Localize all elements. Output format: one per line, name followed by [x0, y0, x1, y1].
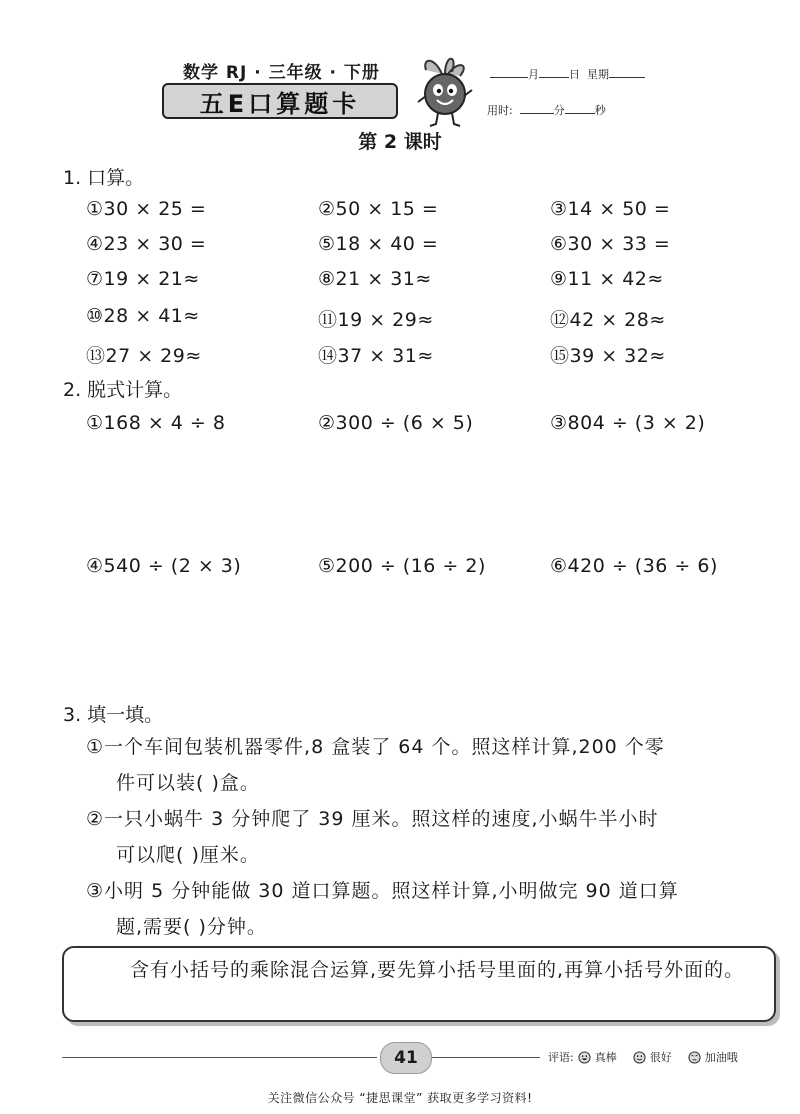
oral-problem: ⑪19 × 29≈	[318, 309, 434, 331]
oral-problem: ⑬27 × 29≈	[86, 345, 202, 367]
oral-problem: ④23 × 30 =	[86, 233, 207, 255]
lesson-title: 第 2 课时	[358, 131, 442, 153]
section3-heading: 3. 填一填。	[63, 704, 164, 726]
oral-problem: ①30 × 25 =	[86, 198, 207, 220]
stepwise-problem: ⑤200 ÷ (16 ÷ 2)	[318, 555, 486, 577]
laughing-face-icon[interactable]	[578, 1051, 591, 1064]
second-blank[interactable]	[565, 103, 595, 114]
fill-in-question: ②一只小蜗牛 3 分钟爬了 39 厘米。照这样的速度,小蜗牛半小时 可以爬( )厘米。	[86, 808, 659, 866]
oral-problem: ⑫42 × 28≈	[550, 309, 666, 331]
oral-problem: ⑥30 × 33 =	[550, 233, 671, 255]
footer-note: 关注微信公众号 “捷思课堂” 获取更多学习资料!	[267, 1091, 533, 1105]
weekday-blank[interactable]	[609, 67, 645, 78]
section1-heading: 1. 口算。	[63, 167, 145, 189]
oral-problem: ⑤18 × 40 =	[318, 233, 439, 255]
stepwise-problem: ④540 ÷ (2 × 3)	[86, 555, 242, 577]
oral-problem: ⑩28 × 41≈	[86, 305, 200, 327]
oral-problem: ⑭37 × 31≈	[318, 345, 434, 367]
time-fields: 用时: 分 秒	[487, 104, 606, 117]
page-number: 41	[380, 1042, 432, 1074]
smiling-face-icon[interactable]	[633, 1051, 646, 1064]
stepwise-problem: ③804 ÷ (3 × 2)	[550, 412, 706, 434]
minute-blank[interactable]	[520, 103, 554, 114]
stepwise-problem: ②300 ÷ (6 × 5)	[318, 412, 474, 434]
rating-bar	[548, 1049, 738, 1065]
fill-in-question: ①一个车间包装机器零件,8 盒装了 64 个。照这样计算,200 个零 件可以装( )盒。	[86, 736, 665, 794]
stepwise-problem: ⑥420 ÷ (36 ÷ 6)	[550, 555, 718, 577]
oral-problem: ②50 × 15 =	[318, 198, 439, 220]
oral-problem: ③14 × 50 =	[550, 198, 671, 220]
section2-heading: 2. 脱式计算。	[63, 379, 183, 401]
subject-grade-label: 数学 RJ · 三年级 · 下册	[183, 63, 380, 83]
oral-problem: ⑧21 × 31≈	[318, 268, 432, 290]
fill-in-question: ③小明 5 分钟能做 30 道口算题。照这样计算,小明做完 90 道口算 题,需要( )分钟。	[86, 880, 679, 938]
determined-face-icon[interactable]	[688, 1051, 701, 1064]
footer-divider	[432, 1057, 540, 1058]
day-blank[interactable]	[539, 67, 569, 78]
oral-problem: ⑨11 × 42≈	[550, 268, 664, 290]
stepwise-problem: ①168 × 4 ÷ 8	[86, 412, 226, 434]
rating-option: 很好	[649, 1051, 672, 1064]
date-fields: 月 日 星期	[490, 66, 645, 82]
footer-divider	[62, 1057, 377, 1058]
rating-option: 加油哦	[704, 1051, 738, 1064]
radish-mascot-icon	[412, 52, 478, 128]
rating-label: 评语:	[548, 1051, 574, 1064]
tip-text: 含有小括号的乘除混合运算,要先算小括号里面的,再算小括号外面的。	[130, 959, 745, 981]
card-title: 五E口算题卡	[162, 83, 398, 119]
oral-problem: ⑦19 × 21≈	[86, 268, 200, 290]
rating-option: 真棒	[594, 1051, 617, 1064]
oral-problem: ⑮39 × 32≈	[550, 345, 666, 367]
month-blank[interactable]	[490, 67, 528, 78]
